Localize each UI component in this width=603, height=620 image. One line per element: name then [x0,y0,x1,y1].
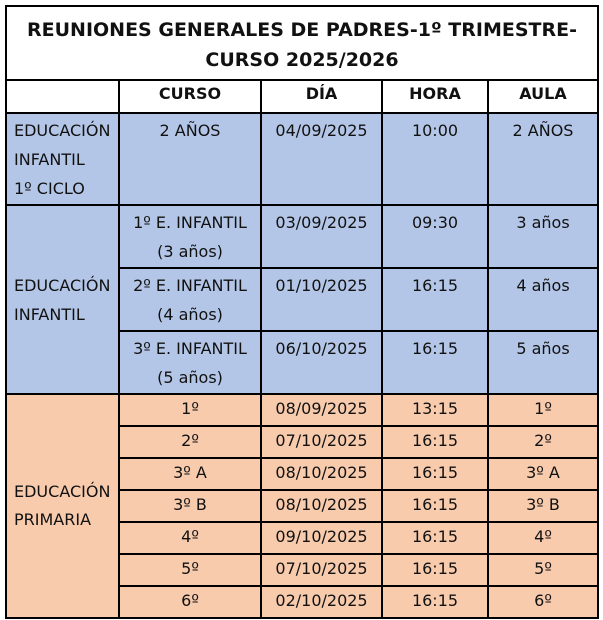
stage-label: EDUCACIÓN [14,121,111,140]
dia-cell: 07/10/2025 [261,554,382,586]
dia-cell: 06/10/2025 [261,331,382,394]
table-row [6,394,598,426]
stage-label: INFANTIL [14,150,85,169]
table-row [6,113,598,205]
aula-cell: 1º [488,394,598,426]
dia-cell: 02/10/2025 [261,586,382,618]
curso-sublabel: (5 años) [157,368,223,387]
dia-cell: 07/10/2025 [261,426,382,458]
curso-cell: 1º [119,394,261,426]
stage-primaria [6,394,119,618]
aula-cell: 5 años [488,331,598,394]
curso-cell: 6º [119,586,261,618]
curso-sublabel: (3 años) [157,242,223,261]
hora-cell: 16:15 [382,522,488,554]
curso-cell: 2 AÑOS [119,113,261,205]
dia-cell: 01/10/2025 [261,268,382,331]
hora-cell: 16:15 [382,554,488,586]
hora-cell: 10:00 [382,113,488,205]
header-empty [6,80,119,113]
hora-cell: 16:15 [382,490,488,522]
curso-label: 3º E. INFANTIL [133,339,247,358]
aula-cell: 4 años [488,268,598,331]
stage-label: EDUCACIÓN [14,482,111,501]
header-hora: HORA [382,80,488,113]
header-curso: CURSO [119,80,261,113]
curso-cell: 2º [119,426,261,458]
hora-cell: 16:15 [382,458,488,490]
aula-cell: 2º [488,426,598,458]
curso-label: 2º E. INFANTIL [133,276,247,295]
hora-cell: 16:15 [382,331,488,394]
curso-cell: 5º [119,554,261,586]
stage-label: EDUCACIÓN [14,275,111,295]
dia-cell: 08/10/2025 [261,490,382,522]
curso-label: 1º E. INFANTIL [133,213,247,232]
aula-cell: 3 años [488,205,598,268]
curso-cell [119,331,261,394]
aula-cell: 3º B [488,490,598,522]
aula-cell: 3º A [488,458,598,490]
curso-cell [119,268,261,331]
curso-cell: 3º B [119,490,261,522]
hora-cell: 16:15 [382,268,488,331]
hora-cell: 16:15 [382,586,488,618]
header-aula: AULA [488,80,598,113]
table-row [6,205,598,268]
stage-label: INFANTIL [14,304,85,324]
curso-cell: 4º [119,522,261,554]
hora-cell: 16:15 [382,426,488,458]
dia-cell: 04/09/2025 [261,113,382,205]
aula-cell: 4º [488,522,598,554]
schedule-table [5,5,599,619]
title-line-2: CURSO 2025/2026 [205,49,399,71]
dia-cell: 08/09/2025 [261,394,382,426]
dia-cell: 09/10/2025 [261,522,382,554]
header-row [6,80,598,113]
stage-label: 1º CICLO [14,179,85,198]
stage-infantil [6,205,119,394]
title-line-1: REUNIONES GENERALES DE PADRES-1º TRIMESTRE- [27,19,577,41]
aula-cell: 6º [488,586,598,618]
stage-infantil-1-ciclo [6,113,119,205]
meeting-schedule [5,5,599,619]
page-title [6,6,598,80]
aula-cell: 5º [488,554,598,586]
curso-sublabel: (4 años) [157,305,223,324]
hora-cell: 13:15 [382,394,488,426]
aula-cell: 2 AÑOS [488,113,598,205]
curso-cell: 3º A [119,458,261,490]
header-dia: DÍA [261,80,382,113]
dia-cell: 08/10/2025 [261,458,382,490]
hora-cell: 09:30 [382,205,488,268]
dia-cell: 03/09/2025 [261,205,382,268]
curso-cell [119,205,261,268]
stage-label: PRIMARIA [14,510,92,529]
